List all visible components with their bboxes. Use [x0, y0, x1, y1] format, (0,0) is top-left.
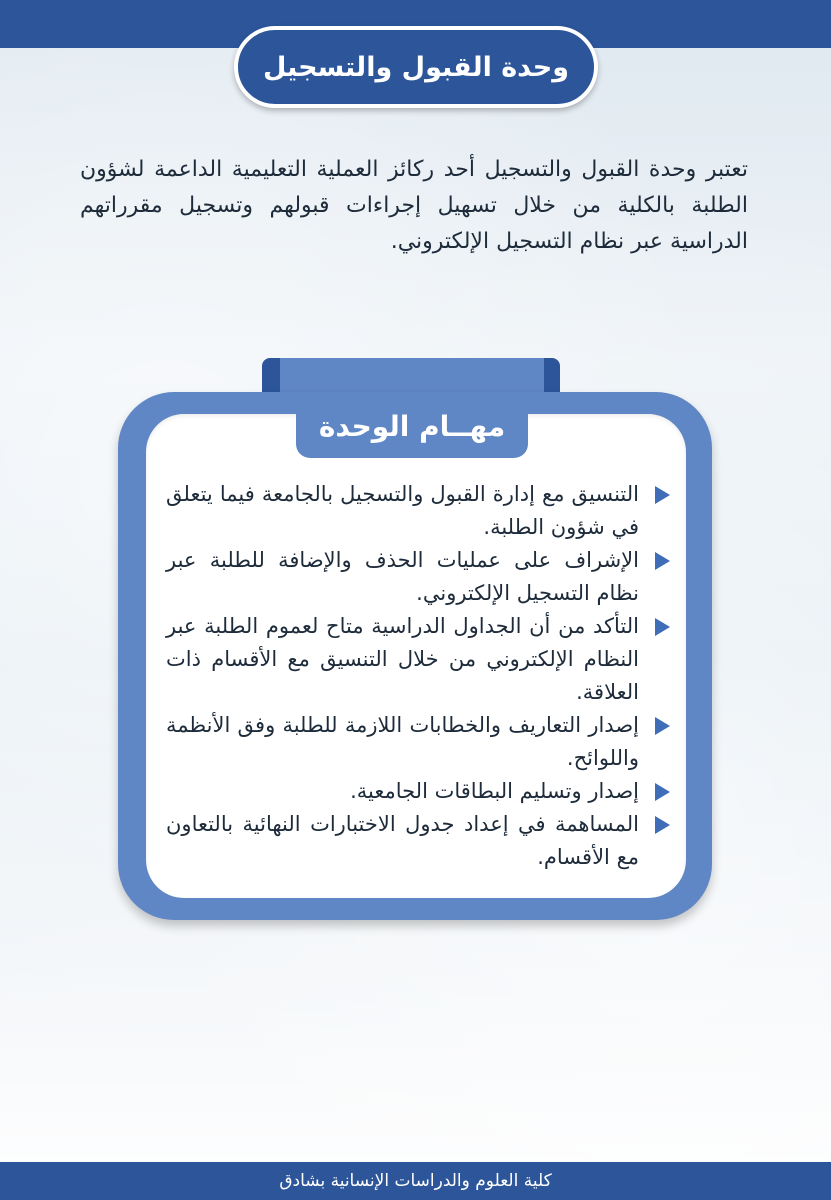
triangle-bullet-icon: [655, 717, 670, 735]
task-text: التأكد من أن الجداول الدراسية متاح لعموم الطلبة عبر النظام الإلكتروني من خلال التنسيق مع الأقسام ذات العلاقة.: [166, 614, 639, 704]
task-text: المساهمة في إعداد جدول الاختبارات النهائية بالتعاون مع الأقسام.: [166, 812, 639, 869]
task-text: إصدار وتسليم البطاقات الجامعية.: [350, 779, 639, 803]
task-item: [166, 709, 670, 775]
triangle-bullet-icon: [655, 618, 670, 636]
footer-bar: [0, 1162, 831, 1200]
task-item: [166, 808, 670, 874]
tasks-title-badge: [296, 394, 528, 458]
task-text: إصدار التعاريف والخطابات اللازمة للطلبة وفق الأنظمة واللوائح.: [166, 713, 639, 770]
intro-paragraph: تعتبر وحدة القبول والتسجيل أحد ركائز العملية التعليمية الداعمة لشؤون الطلبة بالكلية من خلال تسهيل إجراءات قبولهم وتسجيل مقرراتهم الدراسية عبر نظام التسجيل الإلكتروني.: [80, 157, 748, 254]
triangle-bullet-icon: [655, 816, 670, 834]
triangle-bullet-icon: [655, 552, 670, 570]
task-item: [166, 478, 670, 544]
task-item: [166, 775, 670, 808]
task-text: التنسيق مع إدارة القبول والتسجيل بالجامعة فيما يتعلق في شؤون الطلبة.: [166, 482, 639, 539]
triangle-bullet-icon: [655, 486, 670, 504]
page-title-badge: [234, 26, 598, 108]
task-item: [166, 610, 670, 709]
task-item: [166, 544, 670, 610]
card-tab-bridge: [280, 358, 544, 394]
triangle-bullet-icon: [655, 783, 670, 801]
footer-text: كلية العلوم والدراسات الإنسانية بشادق: [279, 1171, 552, 1191]
tasks-list: [166, 478, 670, 874]
page-title: وحدة القبول والتسجيل: [262, 51, 570, 83]
tasks-title: مهــام الوحدة: [318, 409, 506, 443]
task-text: الإشراف على عمليات الحذف والإضافة للطلبة عبر نظام التسجيل الإلكتروني.: [166, 548, 639, 605]
